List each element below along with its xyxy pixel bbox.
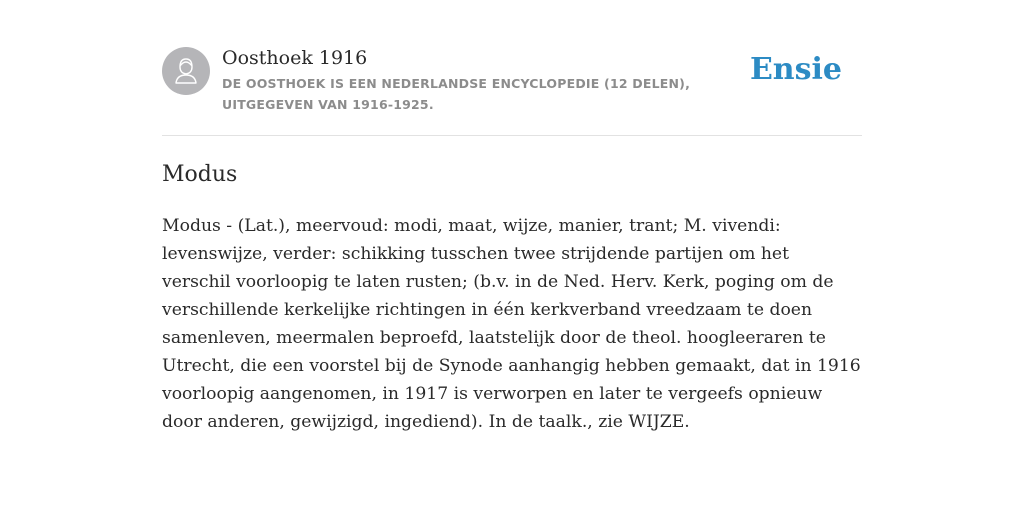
entry-body: Modus - (Lat.), meervoud: modi, maat, wijze, manier, trant; M. vivendi: levenswijze, verder: schikking tusschen twee strijdende partijen om het verschil voorloopig te laten rusten; (b.v. in de Ned. Herv. Kerk, poging om de verschillende kerkelijke richtingen in één kerkverband vreedzaam te doen samenleven, meermalen beproefd, laatstelijk door de theol. hoogleeraren te Utrecht, die een voorstel bij de Synode aanhangig hebben gemaakt, dat in 1916 voorloopig aangenomen, in 1917 is verworpen en later te vergeefs opnieuw door anderen, gewijzigd, ingediend). In de taalk., zie WIJZE. xyxy=(162,216,861,432)
source-title[interactable]: Oosthoek 1916 xyxy=(222,47,368,69)
entry-title: Modus xyxy=(162,162,238,187)
user-icon[interactable] xyxy=(162,47,210,95)
source-description: DE OOSTHOEK IS EEN NEDERLANDSE ENCYCLOPEDIE (12 DELEN), UITGEGEVEN VAN 1916-1925. xyxy=(222,76,691,112)
ensie-logo-link[interactable]: Ensie xyxy=(749,52,842,87)
source-header xyxy=(162,44,862,136)
